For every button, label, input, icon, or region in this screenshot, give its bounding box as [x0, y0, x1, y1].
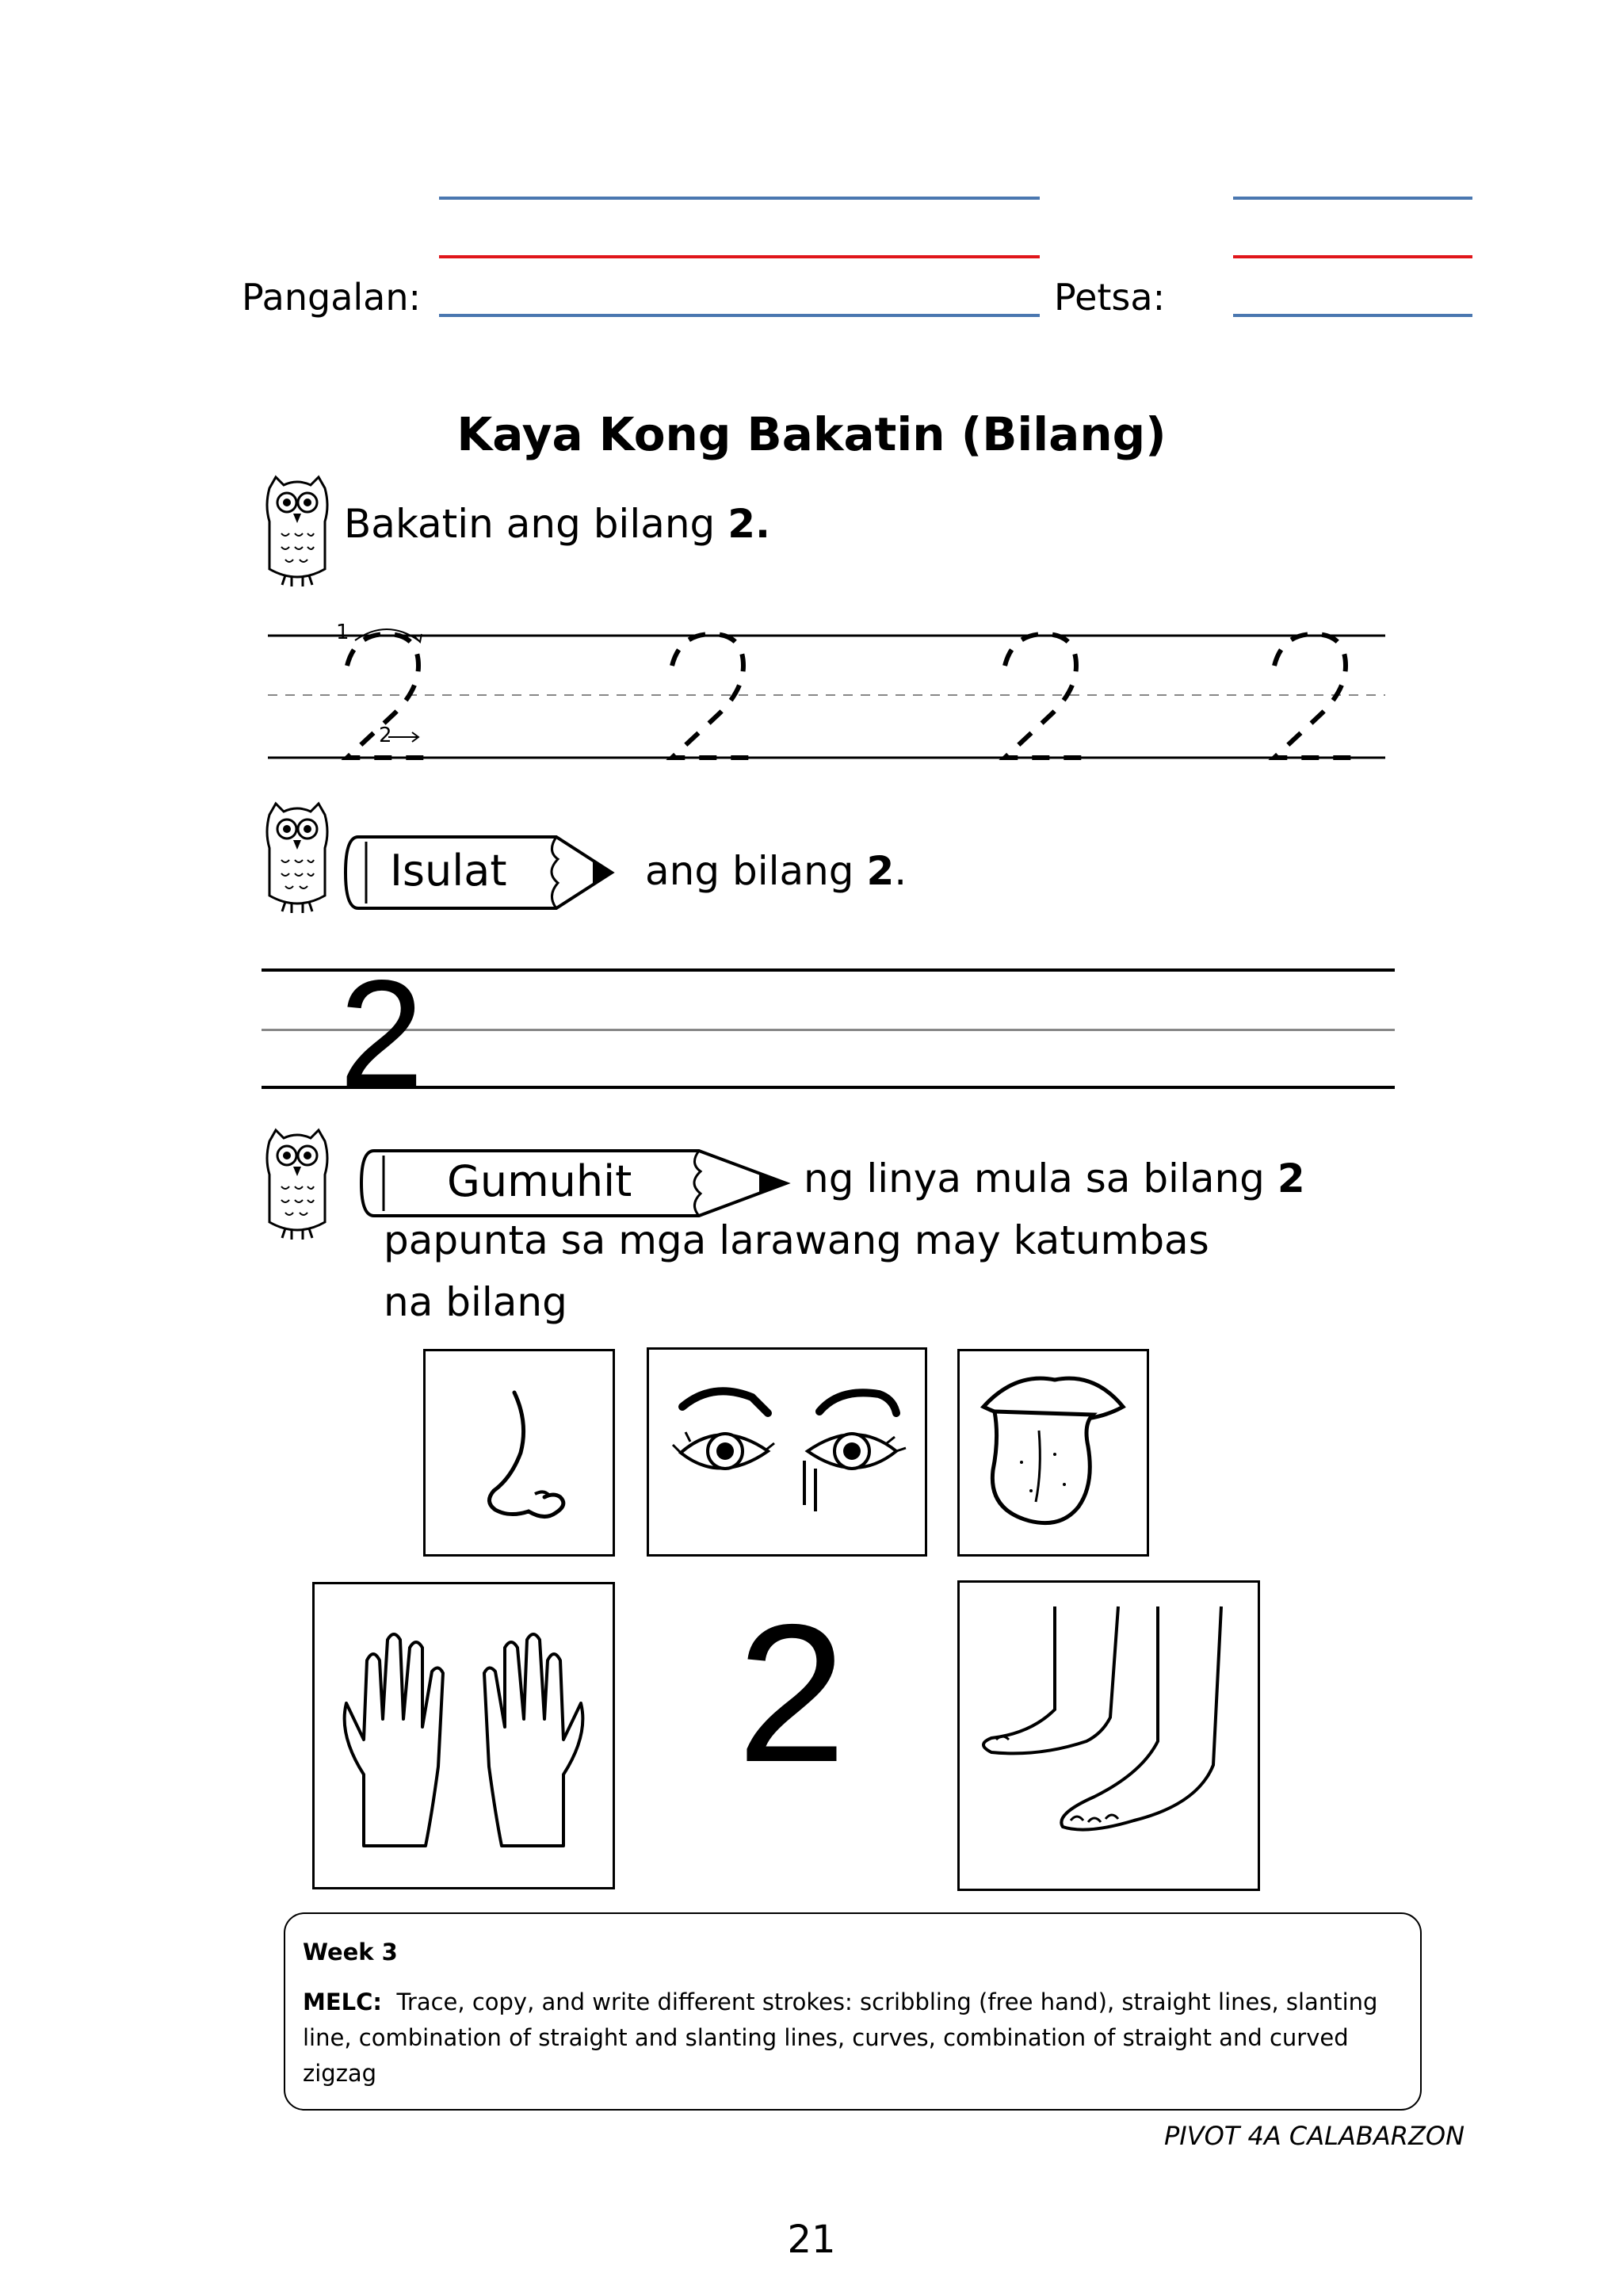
draw-instruction: ng linya mula sa bilang 2 — [804, 1156, 1305, 1201]
write-instruction: ang bilang 2. — [645, 848, 907, 894]
tracing-area[interactable] — [268, 618, 1385, 761]
name-field[interactable] — [439, 314, 1040, 317]
feet-picture[interactable] — [957, 1580, 1260, 1891]
draw-instruction-line2: papunta sa mga larawang may katumbas — [384, 1217, 1209, 1263]
tongue-icon — [960, 1351, 1147, 1554]
date-field[interactable] — [1233, 314, 1472, 317]
nose-icon — [426, 1351, 613, 1554]
name-label: Pangalan: — [242, 276, 422, 319]
nose-picture[interactable] — [423, 1349, 615, 1557]
page-number: 21 — [787, 2218, 836, 2262]
trace-instruction: Bakatin ang bilang 2. — [344, 501, 770, 547]
owl-icon — [262, 800, 333, 915]
source-credit: PIVOT 4A CALABARZON — [1163, 2121, 1465, 2151]
hands-icon — [315, 1584, 613, 1887]
eyes-icon — [649, 1350, 925, 1554]
hands-picture[interactable] — [312, 1582, 615, 1889]
page-title: Kaya Kong Bakatin (Bilang) — [456, 407, 1167, 461]
stroke-number-2: 2 — [379, 724, 392, 747]
pencil-label: Gumuhit — [447, 1156, 632, 1206]
model-digit: 2 — [339, 948, 424, 1118]
owl-icon — [262, 1127, 333, 1242]
eyes-picture[interactable] — [647, 1347, 927, 1557]
tongue-picture[interactable] — [957, 1349, 1149, 1557]
center-digit[interactable]: 2 — [737, 1583, 846, 1803]
pencil-label: Isulat — [390, 846, 507, 896]
melc-statement: MELC: Trace, copy, and write different strokes: scribbling (free hand), straight lines, slanting line, combination of straight and slanting lines, curves, combination of straight and curved zigzag — [303, 1988, 1378, 2087]
melc-box — [284, 1912, 1422, 2111]
week-label: Week 3 — [303, 1939, 398, 1966]
owl-icon — [262, 474, 333, 589]
date-label: Petsa: — [1054, 276, 1166, 319]
draw-instruction-line3: na bilang — [384, 1279, 567, 1325]
feet-icon — [960, 1583, 1258, 1889]
stroke-number-1: 1 — [336, 621, 349, 644]
